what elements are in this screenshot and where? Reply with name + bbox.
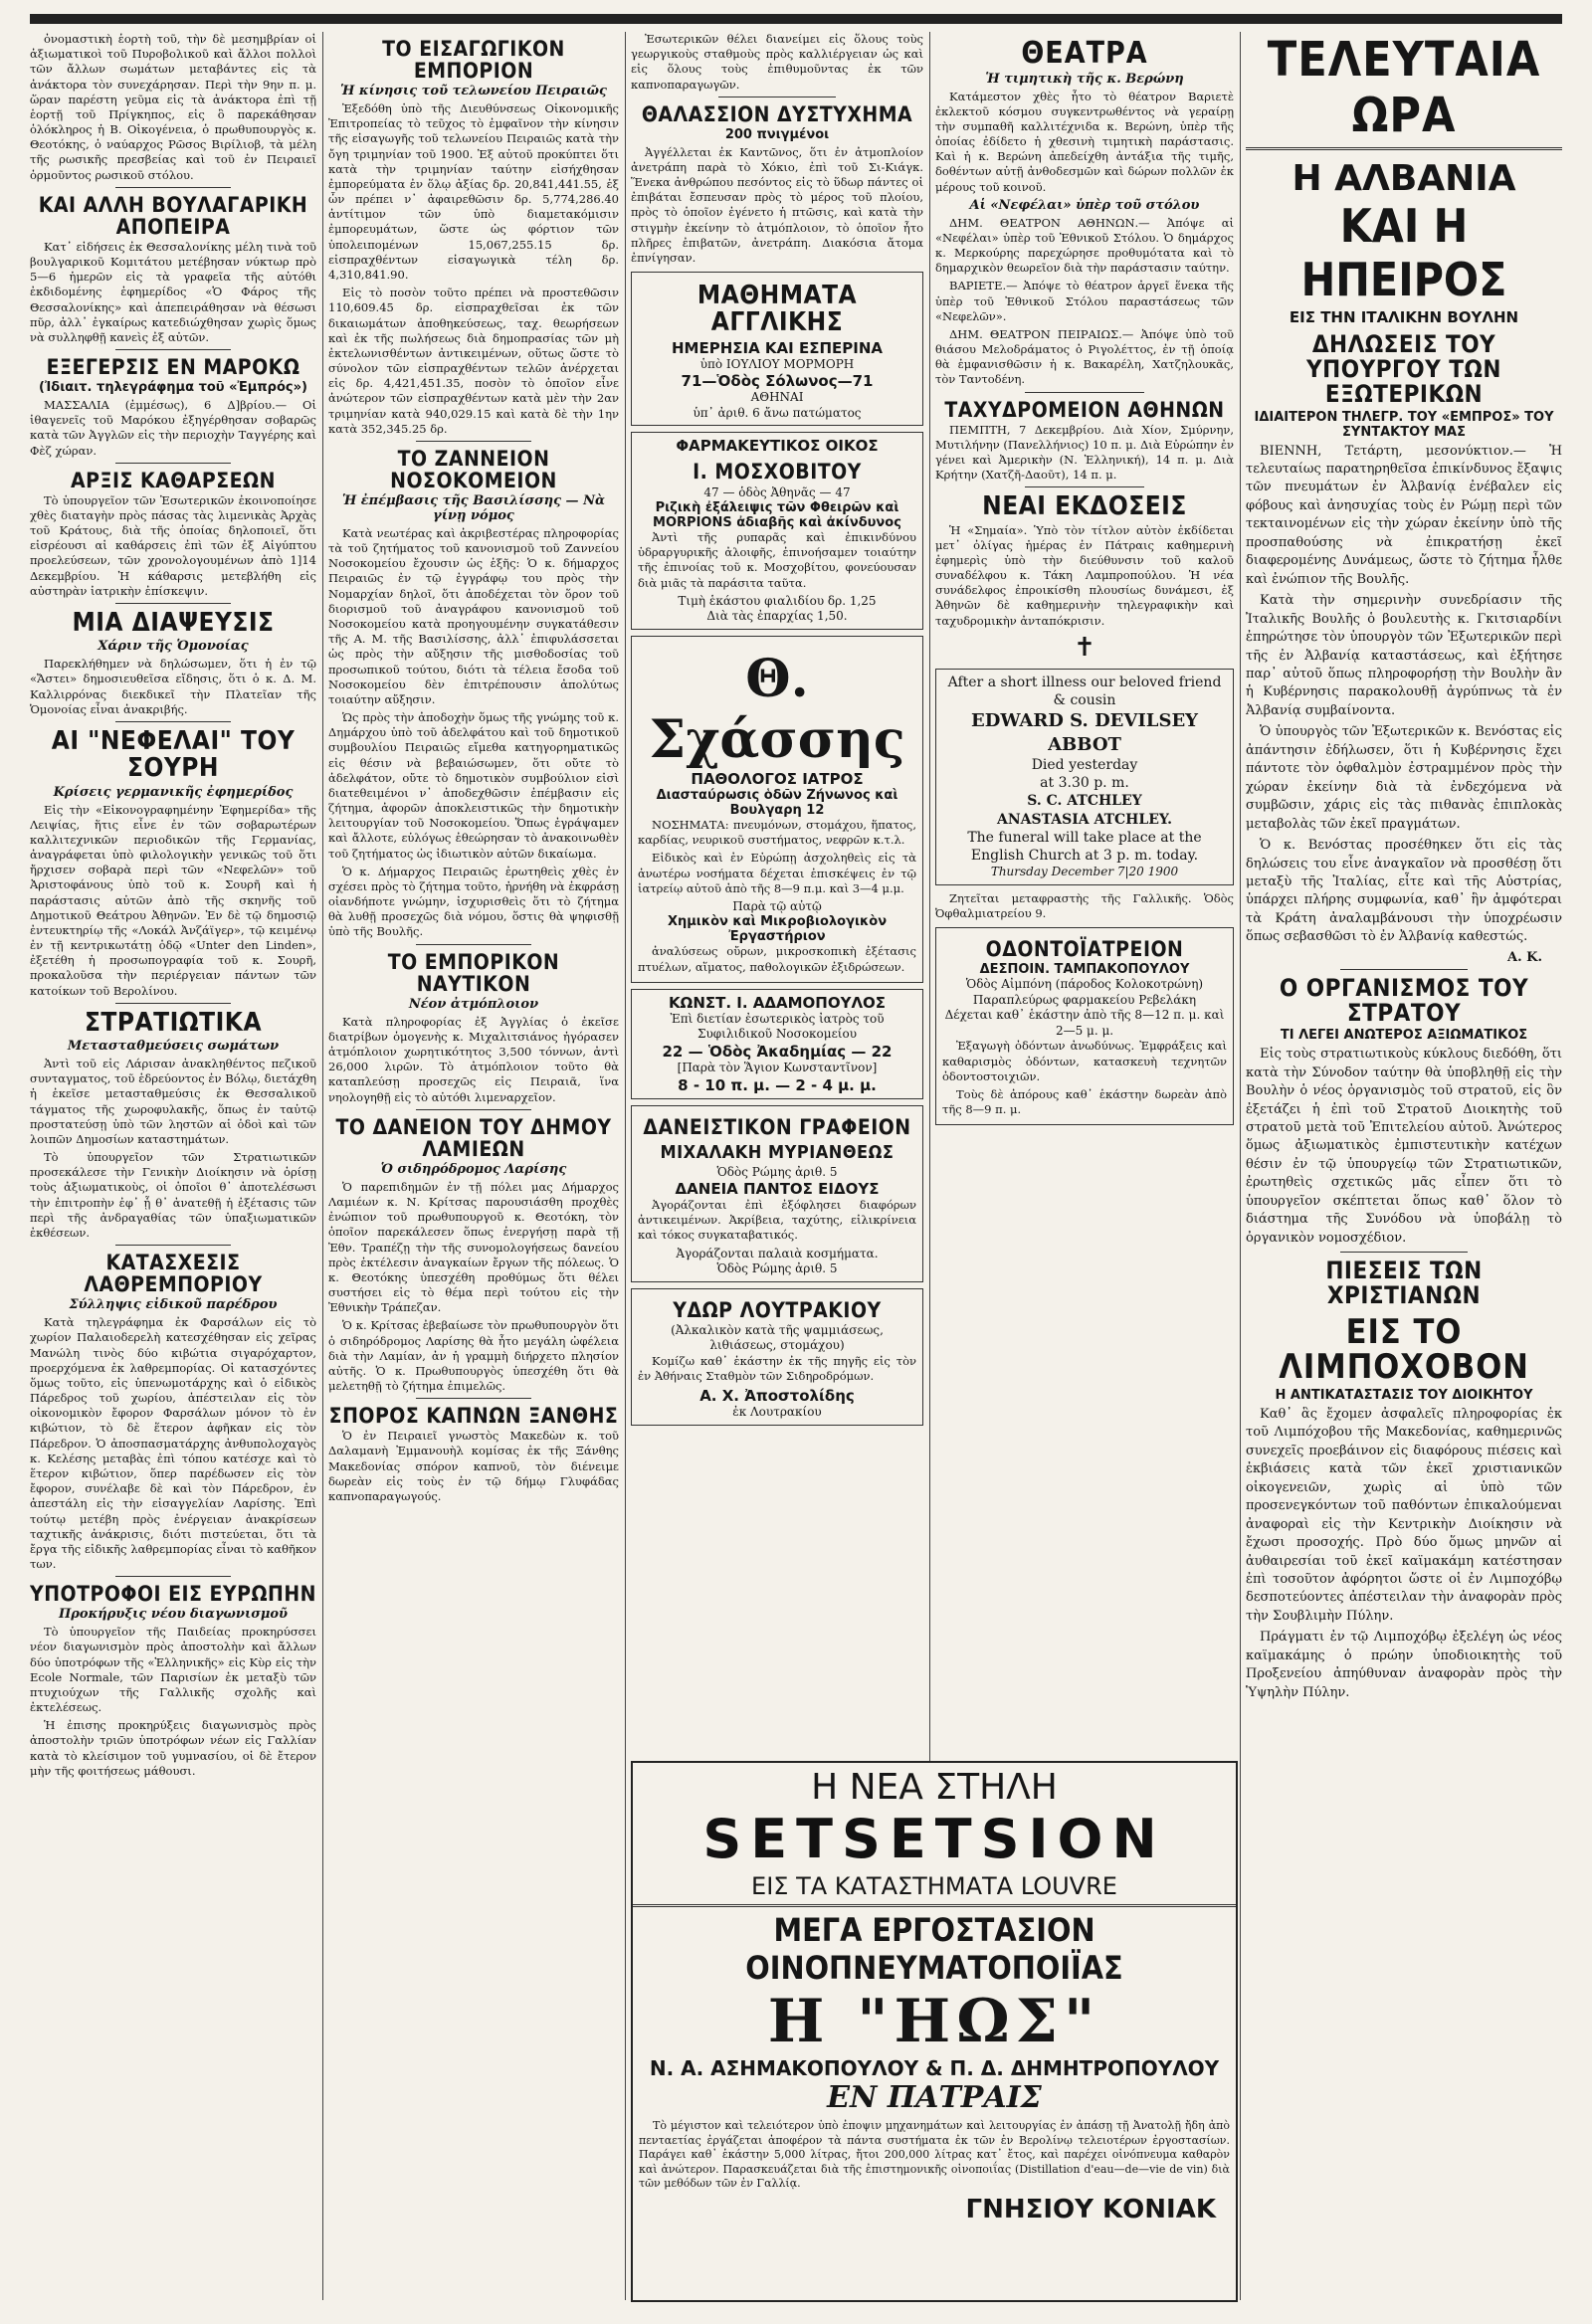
article-text: Εἰς τὸ ποσὸν τοῦτο πρέπει νὰ προστεθῶσιν 110,609.45 δρ. εἰσπραχθεῖσαι ἐκ τῶν δικαιωμάτων ἀποθηκεύσεως, ταχ. θεωρήσεων καὶ ἐκ τῆς πωλήσεως διὰ δημοπρασίας τῶν μὴ ἐκτελωνισθέντων ἀντικειμένων, οὕτως ὥστε τὸ σύνολον τῶν εἰσπραχθέντων τελῶν ἀνέρχεται εἰς δρ. 4,421,451.35, ποσὸν τὸ ὁποῖον εἶνε ἀνώτερον τῶν εἰσπραχθέντων κατὰ μὲν τὴν 2αν τριμηνίαν κατὰ 940,029.15 καὶ κατὰ δὲ τὴν 1ην κατὰ 352,345.25 δρ. (328, 286, 619, 436)
banner-line: Ν. Α. ΑΣΗΜΑΚΟΠΟΥΛΟΥ & Π. Δ. ΔΗΜΗΤΡΟΠΟΥΛΟΥ (649, 2056, 1220, 2080)
article-text: ΠΕΜΠΤΗ, 7 Δεκεμβρίου. Διὰ Χίον, Σμύρνην, Μυτιλήνην (Πανελλήνιος) 10 π. μ. Διὰ Εὐρώπην ἐν γένει καὶ Ἀμερικὴν (Ν. Ἑλληνική), 14 π. μ. Διὰ Κρήτην (Χατζῆ-Δαοῦτ), 14 π. μ. (935, 422, 1234, 483)
ad-line: ΔΕΣΠΟΙΝ. ΤΑΜΠΑΚΟΠΟΥΛΟΥ (979, 962, 1190, 978)
headline: ΚΑΤΑΣΧΕΣΙΣ ΛΑΘΡΕΜΠΟΡΙΟΥ (84, 1251, 263, 1297)
subheadline: Η ΑΝΤΙΚΑΤΑΣΤΑΣΙΣ ΤΟΥ ΔΙΟΙΚΗΤΟΥ (1275, 1387, 1533, 1403)
article-text: Κατάμεστον χθὲς ἦτο τὸ θέατρον Βαριετὲ ἐκλεκτοῦ κόσμου συγκεντρωθέντος νὰ γεραίρῃ τὴν συμπαθῆ καλλιτέχνιδα κ. Βερώνη, ὑπὲρ τῆς ὁποίας ἐδίδετο ἡ χθεσινὴ τιμητικὴ παράστασις. Καὶ ἡ κ. Βερώνη ἀπεδείχθη ἀντάξια τῆς τιμῆς, δοθέντων αὐτῇ ἀνθοδεσμῶν καὶ δώρων πολλῶν ἐκ μέρους τοῦ κοινοῦ. (935, 89, 1234, 194)
article-text: Πράγματι ἐν τῷ Λιμποχόβῳ ἐξελέγη ὡς νέος καϊμακάμης ὁ πρώην ὑποδιοικητὴς τοῦ Προξενείου ἀπηύθυναν ἀναφορὰν πρὸς τὴν Ὑψηλὴν Πύλην. (1246, 1630, 1562, 1700)
subheadline: 200 πνιγμένοι (724, 126, 830, 142)
divider (115, 349, 230, 350)
obituary-line: The funeral will take place at the English Church at 3 p. m. today. (967, 829, 1202, 864)
banner-line: ΕΙΣ ΤΑ ΚΑΤΑΣΤΗΜΑΤΑ LOUVRE (751, 1872, 1117, 1900)
ad-text: Κομίζω καθ᾽ ἑκάστην ἐκ τῆς πηγῆς εἰς τὸν ἐν Ἀθήναις Σταθμὸν τῶν Σιδηροδρόμων. (638, 1354, 916, 1384)
headline: ΕΙΣ ΤΟ ΛΙΜΠΟΧΟΒΟΝ (1279, 1311, 1529, 1388)
article-text: Ὁ κ. Βενόστας προσέθηκεν ὅτι εἰς τὰς δηλώσεις του εἶνε ἀναγκαῖον νὰ προσθέσῃ ὅτι μεταξὺ τῆς Ἰταλίας, εἶτε καὶ τῆς Αὐστρίας, ὑπάρχει πλήρης συμφωνία, καθ᾽ ἣν ἀμφότεραι τὰ Κράτη ἀναλαμβάνουσι τὴν ὑποχρέωσιν ὅπως σεβασθῶσι τὸ ἐν Ἀλβανίᾳ καθεστώς. (1246, 838, 1562, 945)
column-2 (328, 32, 619, 2300)
obituary-date: Thursday December 7|20 1900 (990, 865, 1179, 879)
banner-line: ΕΝ ΠΑΤΡΑΙΣ (827, 2080, 1042, 2115)
ad-text: Εἰδικὸς καὶ ἐν Εὐρώπῃ ἀσχοληθεὶς εἰς τὰ ἀνωτέρω νοσήματα δέχεται ἐπισκέψεις ἐν τῷ ἰατρείῳ αὐτοῦ ἀπὸ τῆς 8—9 π.μ. καὶ 3—4 μ.μ. (638, 851, 916, 895)
column-1 (30, 32, 316, 2300)
advertisement-physician (631, 636, 923, 983)
ad-line: Παρὰ τῷ αὐτῷ (732, 898, 822, 913)
headline: ΤΑΧΥΔΡΟΜΕΙΟΝ ΑΘΗΝΩΝ (944, 397, 1225, 422)
ad-line: 8 - 10 π. μ. — 2 - 4 μ. μ. (678, 1075, 877, 1094)
subheadline: Αἱ «Νεφέλαι» ὑπὲρ τοῦ στόλου (969, 197, 1200, 213)
subheadline: Σύλληψις εἰδικοῦ παρέδρου (69, 1297, 278, 1313)
advertisement-loutraki-water (631, 1288, 923, 1426)
article-text: Ἡ ἐπισης προκηρύξεις διαγωνισμὸς πρὸς ἀποστολὴν τριῶν ὑποτρόφων νέων εἰς Γαλλίαν κατὰ τὸ κλείσιμον τοῦ γυμνασίου, οἱ δὲ ἔτερον μὴν τῆς φοιτήσεως μάθουσι. (30, 1718, 316, 1778)
article-text: Τὸ ὑπουργεῖον τῶν Στρατιωτικῶν προσεκάλεσε τὴν Γενικὴν Διοίκησιν νὰ ὁρίσῃ τοὺς ἀξιωματικοὺς, οἱ ὁποῖοι θ᾽ ἀποτελέσωσι τὴν ἐπιτροπὴν ἐφ᾽ ᾗ θ᾽ ἀνατεθῇ ἡ ἐξέτασις τῶν περὶ τῆς ἀνδραγαθίας τῶν ὑπαξιωματικῶν ἐκθέσεων. (30, 1150, 316, 1240)
subheadline: Ἡ τιμητικὴ τῆς κ. Βερώνη (985, 71, 1184, 87)
headline: Η ΑΛΒΑΝΙΑ (1292, 158, 1516, 199)
banner-brand: Η "ΗΩΣ" (767, 1987, 1101, 2056)
signature: Α. Κ. (1507, 949, 1542, 965)
column-rule (1240, 32, 1241, 2300)
ad-line: Διασταύρωσις ὁδῶν Ζήνωνος καὶ Βουλγαρη 12 (656, 788, 898, 818)
subheadline: Μετασταθμεύσεις σωμάτων (67, 1039, 280, 1055)
ad-title: ΦΑΡΜΑΚΕΥΤΙΚΟΣ ΟΙΚΟΣ (676, 437, 879, 456)
ad-title: ΜΙΧΑΛΑΚΗ ΜΥΡΙΑΝΘΕΩΣ (660, 1141, 895, 1163)
ad-line: ὑπὸ ΙΟΥΛΙΟΥ ΜΟΡΜΟΡΗ (699, 356, 855, 371)
headline: ΔΗΛΩΣΕΙΣ ΤΟΥ ΥΠΟΥΡΓΟΥ ΤΩΝ ΕΞΩΤΕΡΙΚΩΝ (1306, 330, 1501, 409)
obituary-line: at 3.30 p. m. (1040, 775, 1129, 792)
subheadline: Ἡ κίνησις τοῦ τελωνείου Πειραιῶς (340, 84, 607, 99)
divider (416, 1398, 532, 1399)
ad-text: ἀναλύσεως οὔρων, μικροσκοπικὴ ἐξέτασις πτυέλων, αἵματος, παθολογικῶν ἐξιδρώσεων. (638, 944, 916, 974)
column-rule (322, 32, 323, 2300)
headline: ΜΙΑ ΔΙΑΨΕΥΣΙΣ (72, 608, 275, 638)
ad-line: ΗΜΕΡΗΣΙΑ ΚΑΙ ΕΣΠΕΡΙΝΑ (672, 338, 883, 357)
subheadline: Προκήρυξις νέου διαγωνισμοῦ (58, 1607, 289, 1623)
ad-line: ἐκ Λουτρακίου (732, 1405, 822, 1420)
column-rule (625, 32, 626, 2300)
headline: ΤΟ ΔΑΝΕΙΟΝ ΤΟΥ ΔΗΜΟΥ ΛΑΜΙΕΩΝ (335, 1114, 612, 1161)
top-border (30, 14, 1562, 24)
article-text: Ἐξεδόθη ὑπὸ τῆς Διευθύνσεως Οἰκονομικῆς Ἐπιτροπείας τὸ τεῦχος τὸ ἐμφαῖνον τὴν κίνησιν τῆς εἰσαγωγῆς τοῦ τελωνείου Πειραιῶς κατὰ τὴν ὄγη τριμηνίαν τοῦ 1900. Ἐξ αὐτοῦ προκύπτει ὅτι κατὰ τὴν τριμηνίαν ταύτην εἰσήχθησαν ἐμπορεύματα ἐν ὅλῳ ἀξίας δρ. 20,841,441.55, ἐξ ὧν πρέπει ν᾽ ἀφαιρεθῶσιν δρ. 5,774,286.40 ἀντίτιμον τῶν ὑπὸ διαμετακόμισιν ἐμπορευμάτων, ὥστε ὡς φόρτιον τῶν ὑπολειπομένων 15,067,255.15 δρ. εἰσπραχθέντων εἰσαγωγικὰ τέλη δρ. 4,310,841.90. (328, 101, 619, 282)
article-text: Ἐσωτερικῶν θέλει διανείμει εἰς ὅλους τοὺς γεωργικοὺς σταθμοὺς πρὸς καλλιέργειαν ὡς καὶ εἰς ὅλους τοὺς ἐπιθυμοῦντας ἐκ τῶν καπνοπαραγωγῶν. (631, 32, 923, 92)
article-text: ΒΑΡΙΕΤΕ.— Ἀπόψε τὸ θέατρον ἀργεῖ ἕνεκα τῆς ὑπὲρ τοῦ Ἐθνικοῦ Στόλου παραστάσεως τῶν «Νεφελῶν». (935, 279, 1234, 323)
obituary-line: After a short illness our beloved friend & cousin (947, 674, 1222, 709)
headline: ΘΕΑΤΡΑ (1021, 36, 1148, 71)
article-text: Τὸ ὑπουργεῖον τῆς Παιδείας προκηρύσσει νέον διαγωνισμὸν πρὸς ἀποστολὴν καὶ ἄλλων δύο ὑποτρόφων τῆς «Ἑλληνικῆς» εἰς Κὺρ εἰς τὴν Ecole Normale, τῶν Παρισίων ἐκ μεταξὺ τῶν πτυχιούχων τῆς Γαλλικῆς σχολῆς καὶ ἐκτελέσεως. (30, 1625, 316, 1715)
subheadline: Ἡ ἐπέμβασις τῆς Βασιλίσσης — Νὰ γίνῃ νόμος (342, 492, 605, 523)
cross-icon: ✝ (1074, 632, 1095, 663)
ad-line: Ὁδὸς Ρώμης ἀριθ. 5 (716, 1261, 838, 1276)
ad-line: Ὁδὸς Αἰμπόνη (πάροδος Κολοκοτρώνη) (965, 977, 1204, 992)
article-text: ΔΗΜ. ΘΕΑΤΡΟΝ ΠΕΙΡΑΙΩΣ.— Ἀπόψε ὑπὸ τοῦ θιάσου Μελοδράματος ὁ Ριγολέττος, ἐν τῇ ὁποίᾳ θὰ ἐμφανισθῶσιν ἡ κ. Βακαρέλη, Χατζηλουκᾶς, τὸν Ταντοδένη. (935, 326, 1234, 387)
article-text: Ἀγγέλλεται ἐκ Καντῶνος, ὅτι ἐν ἀτμοπλοίον ἀνετράπη παρὰ τὸ Χόκιο, ἐπὶ τοῦ Σι-Κιάγκ. Ἕνεκα ἀνθρώπου πεσόντος εἰς τὸ ὕδωρ πάντες οἱ ἐπιβάται ἔσπευσαν πρὸς τὸ μέρος τοῦ πλοίου, πρὸς τὸ ὁποῖον ἐγένετο ἡ πτῶσις, καὶ κατὰ τὴν στιγμὴν ἐκείνην τὸ ἀτμόπλοιον, τὸ ὁποῖον ἦτο πλῆρες ἐπιβατῶν, ἀνετράπη. Διακόσια ἄτομα ἐπνίγησαν. (631, 144, 923, 265)
divider (416, 441, 532, 442)
ad-line: Ἐπὶ διετίαν ἐσωτερικὸς ἰατρὸς τοῦ Συφιλιδικοῦ Νοσοκομείου (670, 1011, 885, 1042)
ad-title: Θ. Σχάσσης (649, 649, 905, 770)
banner-text: Τὸ μέγιστον καὶ τελειότερον ὑπὸ ἐποψιν μηχανημάτων καὶ λειτουργίας ἐν ἀπάσῃ τῇ Ἀνατολῇ ἤδη ἀπὸ πενταετίας ἐργάζεται ἀποφέρον τὰ πάντα συστήματα ἐκ τῶν ἐν Βερολίνῳ τελειοτέρων ἐργοστασίων. Παράγει καθ᾽ ἑκάστην 5,000 λίτρας, ἤτοι 200,000 λίτρας κατ᾽ ἔτος, καὶ παρέχει οἰνόπνευμα καθαρὸν καὶ ἀνώτερον. Παρασκευάζεται διὰ τῆς ἐπιστημονικῆς οἰνοποιΐας (Distillation d'eau—de—vie de vin) διὰ τῶν μεθόδων τῶν ἐν Γαλλίᾳ. (639, 2119, 1230, 2191)
ad-line: Χημικὸν καὶ Μικροβιολογικὸν Ἐργαστήριον (667, 914, 888, 945)
divider (115, 1245, 230, 1246)
headline: ΣΠΟΡΟΣ ΚΑΠΝΩΝ ΞΑΝΘΗΣ (328, 1404, 619, 1429)
classified-text: Ζητεῖται μεταφραστὴς τῆς Γαλλικῆς. Ὁδὸς Ὀφθαλμιατρείου 9. (935, 890, 1234, 920)
article-text: Κατὰ πληροφορίας ἐξ Ἀγγλίας ὁ ἐκεῖσε διατρίβων ὁμογενὴς κ. Μιχαλιτσιάνος ἠγόρασεν ἀτμόπλοιον χωρητικότητος 3,500 τόννων, ἀντὶ 26,000 λιρῶν. Τὸ ἀτμόπλοιον τοῦτο θὰ καταπλεύσῃ προσεχῶς εἰς Πειραιᾶ, ἵνα νηολογηθῇ εἰς τὸ αὐτόθι λιμεναρχεῖον. (328, 1014, 619, 1104)
newspaper-page (30, 14, 1562, 2302)
divider (1025, 392, 1144, 393)
subheadline: ΕΙΣ ΤΗΝ ΙΤΑΛΙΚΗΝ ΒΟΥΛΗΝ (1289, 308, 1519, 326)
divider (1025, 486, 1144, 487)
article-text: Κατὰ τηλεγράφημα ἐκ Φαρσάλων εἰς τὸ χωρίον Παλαιοδερελὴ κατεσχέθησαν εἰς χεῖρας Μανώλη τινὸς δύο κιβώτια σιγαρόχαρτον, προερχόμενα ἐκ λαθρεμπορίας. Οἱ κατασχόντες ὅμως τοῦτο, εἰς ὑπενωμοτάρχης καὶ ὁ εἰδικὸς Πάρεδρος τοῦ χωρίου, ἀπέστειλαν εἰς τὸν οἰκονομικὸν ἔφορον Φαρσάλων μόνον τὸ ἐν κιβώτιον, τὸ δὲ ἕτερον ἀφῆκαν εἰς τὸν Πάρεδρον. Ὁ ἀποσπασματάρχης ἀνθυπολοχαγὸς κ. Κελέσης μεταβὰς ἐπὶ τόπου κατέσχε καὶ τὸ ἕτερον κιβώτιον, ὅπερ παρέδωσεν εἰς τὸν ἔφορον, συνέλαβε δὲ καὶ τὸν Πάρεδρον, ἐν ἀπεστάλη εἰς τὴν εἰσαγγελίαν Λαρίσης. Ἐπὶ τούτῳ μετέβη πρὸς ἐνέργειαν ἀνακρίσεων ταχτικῆς ἀνάκρισις, διότι πιστεύεται, ὅτι τὰ ἔργα τῆς εἰδικῆς λαθρεμπορίας εἶναι τὸ καθῆκον των. (30, 1315, 316, 1572)
article-text: ΔΗΜ. ΘΕΑΤΡΟΝ ΑΘΗΝΩΝ.— Ἀπόψε αἱ «Νεφέλαι» ὑπὲρ τοῦ Ἐθνικοῦ Στόλου. Ὁ δημάρχος κ. Μερκούρης παρεχώρησε προθυμότατα καὶ τὸ δημαρχικὸν θεωρεῖον διὰ τὴν παράστασιν ταύτην. (935, 215, 1234, 276)
ad-line: ΔΑΝΕΙΑ ΠΑΝΤΟΣ ΕΙΔΟΥΣ (675, 1180, 880, 1199)
headline: ΚΑΙ ΑΛΛΗ ΒΟΥΛΑΓΑΡΙΚΗ ΑΠΟΠΕΙΡΑ (38, 192, 308, 239)
subheadline: ΤΙ ΛΕΓΕΙ ΑΝΩΤΕΡΟΣ ΑΞΙΩΜΑΤΙΚΟΣ (1280, 1028, 1528, 1044)
divider (1246, 147, 1562, 150)
ad-text: Ἐξαγωγὴ ὀδόντων ἀνωδύνως. Ἐμφράξεις καὶ καθαρισμὸς ὀδόντων, κατασκευὴ τεχνητῶν ὀδοντοστοιχιῶν. (942, 1039, 1227, 1083)
divider (633, 1904, 1236, 1907)
ad-line: 71—Ὁδὸς Σόλωνος—71 (681, 372, 874, 391)
ad-title: ΟΔΟΝΤΟΪΑΤΡΕΙΟΝ (985, 937, 1184, 962)
ad-line: Διὰ τὰς ἐπαρχίας 1,50. (706, 609, 848, 624)
article-text: Ὁ κ. Δήμαρχος Πειραιῶς ἐρωτηθεὶς χθὲς ἐν σχέσει πρὸς τὸ ζήτημα τοῦτο, ἠρνήθη νὰ ἐκφράσῃ οἰανδήποτε γνώμην, ἰσχυρισθεὶς ὅτι τὸ ζήτημα θὰ λυθῇ προσεχῶς διὰ νόμου, ὅστις θὰ ψηφισθῇ ὑπὸ τῆς Βουλῆς. (328, 864, 619, 939)
headline: Ο ΟΡΓΑΝΙΣΜΟΣ ΤΟΥ ΣΤΡΑΤΟΥ (1279, 973, 1529, 1027)
ad-line: [Παρὰ τὸν Ἅγιον Κωνσταντῖνον] (677, 1060, 878, 1074)
article-text: Ὁ παρεπιδημῶν ἐν τῇ πόλει μας Δήμαρχος Λαμιέων κ. Ν. Κρίτσας παρουσιάσθη προχθὲς ἐνώπιον τοῦ πρωθυπουργοῦ κ. Θεοτόκη, τὸν ὁποῖον παρεκάλεσεν ὅπως ἐνεργήσῃ παρὰ τῇ Ἐθν. Τραπέζῃ τὴν τῆς συνομολογήσεως δανείου πρὸς ἐκτέλεσιν ἀναγκαίων ἔργων τῆς πόλεως. Ὁ κ. Θεοτόκης ὑπεσχέθη προθύμως ὅτι θέλει συστήσει εἰς τὸ θέμα περὶ τούτου εἰς τὴν Ἐθνικὴν Τράπεζαν. (328, 1179, 619, 1315)
divider (416, 1109, 532, 1110)
ad-title: ΚΩΝΣΤ. Ι. ΑΔΑΜΟΠΟΥΛΟΣ (668, 993, 887, 1012)
obituary-notice (935, 669, 1234, 885)
divider (115, 187, 230, 188)
ad-line: ΑΘΗΝΑΙ (750, 390, 804, 405)
subheadline: Χάριν τῆς Ὁμονοίας (98, 639, 249, 655)
article-text: Κατὰ νεωτέρας καὶ ἀκριβεστέρας πληροφορίας τὰ τοῦ ζητήματος τοῦ κανονισμοῦ τοῦ Ζαννείου Νοσοκομείου ἔχουσιν ὡς ἑξῆς: Ὁ κ. δήμαρχος Πειραιῶς ἐν τῷ ἐγγράφῳ του πρὸς τὴν Νομαρχίαν δηλοῖ, ὅτι ἀποδέχεται τὸν ὅρον τοῦ διορισμοῦ τοῦ ἀναγράφου κανονισμοῦ τοῦ Νοσοκομείου κατὰ προηγουμένην συγκατάθεσιν τῆς Α. Μ. τῆς Βασιλίσσης, ἀλλ᾽ ἐπιφυλάσσεται ὡς πρὸς τὴν αὔξησιν τῆς μισθοδοσίας τοῦ προσωπικοῦ τούτου, διότι τὰ τέλεια ἔσοδα τοῦ Νοσοκομείου δὲν ἐπιτρέπουσιν ἀπολύτως τοιαύτην αὔξησιν. (328, 525, 619, 706)
subheadline: ΙΔΙΑΙΤΕΡΟΝ ΤΗΛΕΓΡ. ΤΟΥ «ΕΜΠΡΟΣ» ΤΟΥ ΣΥΝΤΑΚΤΟΥ ΜΑΣ (1254, 409, 1554, 440)
subheadline: Ὁ σιδηρόδρομος Λαρίσης (380, 1161, 567, 1177)
ad-text: Ἀντὶ τῆς ρυπαρᾶς καὶ ἐπικινδύνου ὑδραργυρικῆς ἀλοιφῆς, ἐπινοήσαμεν τοιαύτην τῆς ἐπινοίας τοῦ κ. Μοσχοβίτου, φονεύουσαν διὰ μιᾶς τὰ παράσιτα ταῦτα. (638, 530, 916, 590)
section-masthead: ΤΕΛΕΥΤΑΙΑ ΩΡΑ (1267, 32, 1541, 143)
headline: ΘΑΛΑΣΣΙΟΝ ΔΥΣΤΥΧΗΜΑ (641, 101, 913, 126)
article-text: Κατ᾽ εἰδήσεις ἐκ Θεσσαλονίκης μέλη τινὰ τοῦ βουλγαρικοῦ Κομιτάτου μετέβησαν νύκτωρ πρὸ 5—6 ἡμερῶν εἰς τὰ γραφεῖα τῆς αὐτόθι ἐκδιδομένης ἐφημερίδος «Ὁ Φάρος τῆς Θεσσαλονίκης» καὶ ἀπεπειράθησαν νὰ θέσωσι πῦρ, ἀλλ᾽ ἐγκαίρως κατεδιώχθησαν χωρὶς ὅμως νὰ συλληφθῇ κανεὶς ἐξ αὐτῶν. (30, 239, 316, 344)
divider (115, 463, 230, 464)
divider (416, 944, 532, 945)
ad-line: 47 — ὁδὸς Ἀθηνᾶς — 47 (703, 484, 851, 499)
headline: ΑΡΞΙΣ ΚΑΘΑΡΣΕΩΝ (71, 468, 276, 492)
headline: ΠΙΕΣΕΙΣ ΤΩΝ ΧΡΙΣΤΙΑΝΩΝ (1325, 1257, 1483, 1310)
banner-title: Η ΝΕΑ ΣΤΗΛΗ (811, 1767, 1058, 1808)
subheadline: Κρίσεις γερμανικῆς ἐφημερίδος (53, 784, 294, 800)
divider (1340, 969, 1467, 970)
article-text: Εἰς τὴν «Εἰκονογραφημένην Ἐφημερίδα» τῆς Λειψίας, ἥτις εἶνε ἐν τῶν σοβαρωτέρων καλλιτεχνικῶν περιοδικῶν τῆς Γερμανίας, ἀναγράφεται ὑπὸ φιλολογικὴν γενικῶς τοῦ ὅτι ἤρχισεν σοβαρὰ περὶ τῶν «Νεφελῶν» τοῦ Ἀριστοφάνους ὑπὸ τοῦ κ. Σουρῆ καὶ ἡ παράστασις αὐτῶν ἀπὸ τῆς σκηνῆς τοῦ Δημοτικοῦ Θεάτρου Ἀθηνῶν. Ἐν δὲ τῷ δημοσιῷ ἐντευκτηρίῳ τῆς «Λοκάλ Ἀνζάϊγερ», τῷ κειμένῳ ἐν τῇ κεντρικωτάτῃ ὁδῷ «Unter den Linden», ἐξετέθη ἡ προσωπογραφία τοῦ κ. Σουρῆ, προκαλοῦσα τὴν περιέργειαν πάντων τῶν κατοίκων τοῦ Βερολίνου. (30, 802, 316, 998)
ad-line: ὑπ᾽ ἀριθ. 6 ἄνω πατώματος (693, 405, 862, 420)
article-text: Ἀντὶ τοῦ εἰς Λάρισαν ἀνακληθέντος πεζικοῦ συνταγματος, τοῦ ἑδρεύοντος ἐν Βόλῳ, διετάχθη ἡ ἐκεῖσε μετασταθμεύσις ἐκ Θεσσαλικοῦ τάγματος τῆς χωροφυλακῆς, ὅπως ἐν ταὐτῷ προστατεύσῃ ὑπὸ τῶν ληστῶν αἱ ὁδοὶ καὶ τῶν λοιπῶν Δημοσίων καταστημάτων. (30, 1057, 316, 1146)
divider (115, 721, 230, 722)
ad-title: ΥΔΩΡ ΛΟΥΤΡΑΚΙΟΥ (673, 1297, 882, 1322)
obituary-line: S. C. ATCHLEY (1027, 793, 1142, 810)
article-text: Ὁ κ. Κρίτσας ἐβεβαίωσε τὸν πρωθυπουργὸν ὅτι ὁ σιδηρόδρομος Λαρίσης θὰ ἦτο μεγάλη ὠφέλεια διὰ τὴν Λαμίαν, ἀν ἡ γραμμὴ διήρχετο πλησίον αὐτῆς. Ὁ κ. Πρωθυπουργὸς ὑπεσχέθη ὅτι θὰ μελετηθῇ τὸ ζήτημα ἐπιμελῶς. (328, 1318, 619, 1394)
ad-line: Τιμὴ ἑκάστου φιαλιδίου δρ. 1,25 (678, 593, 877, 608)
ad-line: Ἀγοράζονται παλαιὰ κοσμήματα. (676, 1246, 879, 1260)
divider (115, 1576, 230, 1577)
ad-line: Δέχεται καθ᾽ ἑκάστην ἀπὸ τῆς 8—12 π. μ. καὶ 2—5 μ. μ. (944, 1008, 1225, 1038)
headline: ΥΠΟΤΡΟΦΟΙ ΕΙΣ ΕΥΡΩΠΗΝ (30, 1582, 316, 1607)
advertisement-pharmacy (631, 432, 923, 630)
obituary-line: Died yesterday (1031, 756, 1138, 773)
column-5 (1246, 32, 1562, 2300)
headline: ΚΑΙ Η ΗΠΕΙΡΟΣ (1300, 199, 1507, 306)
ad-title: ΜΑΘΗΜΑΤΑ ΑΓΓΛΙΚΗΣ (696, 281, 858, 338)
obituary-line: ANASTASIA ATCHLEY. (996, 811, 1172, 828)
banner-line: ΜΕΓΑ ΕΡΓΟΣΤΑΣΙΟΝ ΟΙΝΟΠΝΕΥΜΑΤΟΠΟΙΪΑΣ (745, 1911, 1123, 1987)
ad-line: Α. Χ. Ἀποστολίδης (699, 1387, 855, 1406)
ad-title: ΔΑΝΕΙΣΤΙΚΟΝ ΓΡΑΦΕΙΟΝ (643, 1114, 911, 1139)
headline: ΝΕΑΙ ΕΚΔΟΣΕΙΣ (982, 491, 1187, 522)
ad-line: Παραπλεύρως φαρμακείου Ρεβελάκη (972, 992, 1197, 1007)
headline: ΤΟ ΖΑΝΝΕΙΟΝ ΝΟΣΟΚΟΜΕΙΟΝ (390, 446, 557, 492)
ad-title: Ι. ΜΟΣΧΟΒΙΤΟΥ (693, 460, 862, 484)
article-text: Ὡς πρὸς τὴν ἀποδοχὴν ὅμως τῆς γνώμης τοῦ κ. Δημάρχου ὑπὸ τοῦ ἀδελφάτου καὶ τοῦ δημοτικοῦ συμβουλίου Πειραιῶς εἴμεθα κατηγορηματικῶς εἰς θέσιν νὰ βεβαιώσωμεν, ὅτι οὔτε τὸ ἀδελφάτον, οὔτε τὸ δημοτικὸν συμβούλιον εἰσὶ διατεθειμένοι ν᾽ ἀποδεχθῶσιν ἐπέμβασιν εἰς ζήτημα, ἀφορῶν ἀποκλειστικῶς τὴν δημοτικὴν λειτουργίαν τοῦ Νοσοκομείου. Ὅπως ἐγράψαμεν καὶ ἄλλοτε, εὐλόγως ἐθεώρησαν τὸ ἀνακοινωθὲν τοῦ ζητήματος ὡς ἰδιωτικὸν αὐτῶν δικαίωμα. (328, 710, 619, 861)
ad-line: 22 — Ὁδὸς Ἀκαδημίας — 22 (662, 1042, 893, 1061)
advertisement-english-lessons (631, 272, 923, 426)
headline: ΤΟ ΕΙΣΑΓΩΓΙΚΟΝ ΕΜΠΟΡΙΟΝ (382, 37, 565, 84)
article-text: Εἰς τοὺς στρατιωτικοὺς κύκλους διεδόθη, ὅτι κατὰ τὴν Σύνοδον ταύτην θὰ ὑποβληθῇ εἰς τὴν Βουλὴν ὁ νέος ὀργανισμὸς τοῦ στρατοῦ, εἰς ὃν ἐξετάζει ἡ ἐπὶ τοῦ Στρατοῦ Διοικητὴς τοῦ στρατοῦ μετὰ τοῦ Ἐπιτελείου αὐτοῦ. Ἀνώτερος ὅμως ἀξιωματικὸς ἐμπιστευτικὴν κατέχων θέσιν ἐν τῷ ὑπουργείῳ τῶν Στρατιωτικῶν, ἐρωτηθεὶς σχετικῶς μᾶς εἶπεν ὅτι τὸ ὑπουργεῖον σκέπτεται ὅπως καθ᾽ ὅλον τὸ διάστημα τῆς Συνόδου νὰ ὑποβάλῃ τὸ ὀργανικὸν νομοσχέδιον. (1246, 1047, 1562, 1246)
article-text: Παρεκλήθημεν νὰ δηλώσωμεν, ὅτι ἡ ἐν τῷ «Ἄστει» δημοσιευθεῖσα εἴδησις, ὅτι ὁ κ. Δ. Μ. Καλλιρρόνας διεκδικεῖ τὴν Πλατεῖαν τῆς Ὁμονοίας εἶναι ἀνακριβής. (30, 657, 316, 716)
ad-text: Τοὺς δὲ ἀπόρους καθ᾽ ἑκάστην δωρεὰν ἀπὸ τῆς 8—9 π. μ. (942, 1086, 1227, 1117)
divider (1340, 1252, 1467, 1253)
subheadline: (Ἰδιαιτ. τηλεγράφημα τοῦ «Ἐμπρός») (39, 380, 307, 396)
headline: ΕΞΕΓΕΡΣΙΣ ΕΝ ΜΑΡΟΚΩ (46, 355, 300, 380)
article-text: Κατὰ τὴν σημερινὴν συνεδρίασιν τῆς Ἰταλικῆς Βουλῆς ὁ βουλευτὴς κ. Γκιτσιαρδίνι ἐπηρώτησε τὸν ὑπουργὸν τῶν Ἐξωτερικῶν περὶ τῆς ἐν Ἀλβανίᾳ καταστάσεως, καὶ ἐξήτησε παρ᾽ αὐτοῦ ὅπως πληροφορήσῃ τὴν Βουλὴν ἂν ἡ Κυβέρνησις παρακολουθῇ ἀγρύπνως τὰ ἐν Ἀλβανίᾳ συμβαίνοντα. (1246, 593, 1562, 718)
banner-brand: SETSETSION (702, 1808, 1166, 1870)
banner-line: ΓΝΗΣΙΟΥ ΚΟΝΙΑΚ (965, 2194, 1216, 2225)
divider (115, 1003, 230, 1004)
article-text: ΜΑΣΣΑΛΙΑ (ἐμμέσως), 6 Δ]βρίου.— Οἱ ἰθαγενεῖς τοῦ Μαρόκου ἐξηγέρθησαν σοβαρῶς κατὰ τῶν Ἀγγλῶν εἰς τὴν περιοχὴν Ταγγέρης καὶ Φὲζ χώραν. (30, 398, 316, 458)
obituary-name: EDWARD S. DEVILSEY ABBOT (970, 710, 1199, 755)
headline: ΤΟ ΕΜΠΟΡΙΚΟΝ ΝΑΥΤΙΚΟΝ (387, 949, 560, 996)
divider (115, 603, 230, 604)
article-text: Τὸ ὑπουργεῖον τῶν Ἐσωτερικῶν ἐκοινοποίησε χθὲς διαταγὴν πρὸς πάσας τὰς λιμενικὰς Ἀρχὰς τοῦ Κράτους, διὰ τῆς ὁποίας δηλοποιεῖ, ὅτι εἰσρέουσι αἱ καθάρσεις ἐπὶ τῶν ἐξ Αἰγύπτου προελεύσεων, τῶν χρονολογουμένων ἀπὸ 1]14 Δεκεμβρίου. Ἡ κάθαρσις μετεβλήθη εἰς αὐστηρὰν ἰατρικὴν ἐπίσκεψιν. (30, 492, 316, 598)
article-text: ΒΙΕΝΝΗ, Τετάρτη, μεσονύκτιον.— Ἡ τελευταίως παρατηρηθεῖσα ἐπικίνδυνος ἔξαψις τῶν πνευμάτων ἐν Ἀλβανίᾳ ἐνέβαλεν εἰς φόβους καὶ ἀνησυχίας τοὺς ἐν Ρώμῃ περὶ τῶν τεκταινομένων εἰς τὴν χώραν ἐκείνην ὑπὸ τῆς προσπαθούσης νὰ ἐπικρατήσῃ ἐκεῖ διαφερομένης Δυνάμεως, ὥστε τὸ ζήτημα ἦλθε καὶ ἐνώπιον τῆς Βουλῆς. (1246, 443, 1562, 587)
ad-text: Ἀγοράζονται ἐπὶ ἐξόφλησει διαφόρων ἀντικειμένων. Ἀκρίβεια, ταχύτης, εἰλικρίνεια καὶ τόκος συγκαταβατικός. (638, 1198, 916, 1243)
headline: ΑΙ "ΝΕΦΕΛΑΙ" ΤΟΥ ΣΟΥΡΗ (51, 725, 296, 784)
article-text: Ὁ ἐν Πειραιεῖ γνωστὸς Μακεδὼν κ. τοῦ Δαλαμανὴ Ἐμμανουὴλ κομίσας ἐκ τῆς Ξάνθης Μακεδονίας σπόρον καπνοῦ, τὸν διένειμε δωρεὰν εἰς τοὺς ἐν τῷ δήμῳ Γλυφάδας καπνοπαραγωγούς. (328, 1429, 619, 1503)
advertisement-dentist (935, 927, 1234, 1125)
ad-line: (Ἀλκαλικὸν κατὰ τῆς ψαμμιάσεως, λιθιάσεως, στομάχου) (671, 1322, 884, 1353)
article-text: Καθ᾽ ἃς ἔχομεν ἀσφαλεῖς πληροφορίας ἐκ τοῦ Λιμπόχοβου τῆς Μακεδονίας, καθημερινῶς συνεχεῖς προεβάινον εἰς διαφόρους πιέσεις καὶ ἐκβιάσεις κατὰ τῶν ἐκεῖ χριστιανικῶν οἰκογενειῶν, χωρὶς αἱ ὑπὸ τῶν προσενεγκόντων τοῦ παθόντων ἐπικαλούμεναι ἀναφοραὶ εἰς τὴν Κεντρικὴν Διοίκησιν νὰ ἔχωσι προσοχής. Πρὸ δύο ὅμως μηνῶν αἱ ἀυθαιρεσίαι τοῦ ἐκεῖ καϊμακάμη κατέστησαν ἐπὶ τοσοῦτον ἀφόρητοι ὥστε οἱ ἐν Λιμποχόβῳ δεσποτεύοντες ἀπέστειλαν τὴν ἀναφορὰν πρὸς τὴν Σουβλιμὴν Πύλην. (1246, 1406, 1562, 1624)
advertisement-loan-office (631, 1105, 923, 1282)
banner-advertisement (631, 1761, 1238, 2302)
headline: ΣΤΡΑΤΙΩΤΙΚΑ (84, 1007, 263, 1038)
ad-line: Ὁδὸς Ρώμης ἀριθ. 5 (716, 1164, 838, 1179)
ad-text: ΝΟΣΗΜΑΤΑ: πνευμόνων, στομάχου, ἥπατος, καρδίας, νευρικοῦ συστήματος, νεφρῶν κ.τ.λ. (638, 818, 916, 848)
subheadline: Νέον ἀτμόπλοιον (408, 996, 539, 1012)
advertisement-doctor-adamopoulos (631, 989, 923, 1099)
article-text: Ἡ «Σημαία». Ὑπὸ τὸν τίτλον αὐτὸν ἐκδίδεται μετ᾽ ὀλίγας ἡμέρας ἐν Πάτραις καθημερινὴ ἐφημερὶς ὑπὸ τὴν διεύθυνσιν τοῦ καλοῦ συναδέλφου κ. Τάκη Λαμπροπούλου. Ἡ νέα συνάδελφος ἐπροικίσθη πλουσίως δυνάμεσι, ἐξ Ἀθηνῶν δὲ καθημερινὴν τηλεγραφικὴν καὶ ταχυδρομικὴν ἀνταπόκρισιν. (935, 522, 1234, 628)
ad-line: Ριζικὴ ἐξάλειψις τῶν Φθειρῶν καὶ MORPIONS ἀδιαβῆς καὶ ἀκίνδυνος (653, 500, 901, 531)
article-text: ὀνομαστικὴ ἑορτὴ τοῦ, τὴν δὲ μεσημβρίαν οἱ ἀξιωματικοὶ τοῦ Πυροβολικοῦ καὶ ἄλλοι πολλοὶ τῶν ἄλλων σωμάτων μεταβάντες εἰς τὰ ἀνάκτορα τὸν συνεχάρησαν. Περὶ τὴν 9ην π. μ. ὥραν παρέστη γεῦμα εἰς τὰ ἀνάκτορα ἐπὶ τῇ ἑορτῇ τοῦ Πρίγκηπος, εἰς ὃ παρεκάθησαν ὁλόκληρος ἡ Β. Οἰκογένεια, ὁ πρωθυπουργὸς κ. Θεοτόκης, ὁ ναύαρχος Ρῶσος Βιρίλιοβ, τὰ μέλη τῆς ρωσικῆς πρεσβείας καὶ τοῦ ἐν Πειραιεῖ ὁρμοῦντος ρωσικοῦ στόλου. (30, 32, 316, 182)
article-text: Ὁ ὑπουργὸς τῶν Ἐξωτερικῶν κ. Βενόστας εἰς ἀπάντησιν ἐδήλωσεν, ὅτι ἡ Κυβέρνησις ἔχει πάντοτε τὸν ὀφθαλμὸν ἐστραμμένον πρὸς τὴν χώραν ἐκείνην διὰ τὰ ἐνδεχόμενα νὰ συμβῶσιν, χάρις εἰς τὰς πιθανὰς ἐπιπλοκὰς μεταβολὰς τῶν ἐκεῖ πραγμάτων. (1246, 724, 1562, 832)
ad-line: ΠΑΘΟΛΟΓΟΣ ΙΑΤΡΟΣ (691, 770, 864, 788)
